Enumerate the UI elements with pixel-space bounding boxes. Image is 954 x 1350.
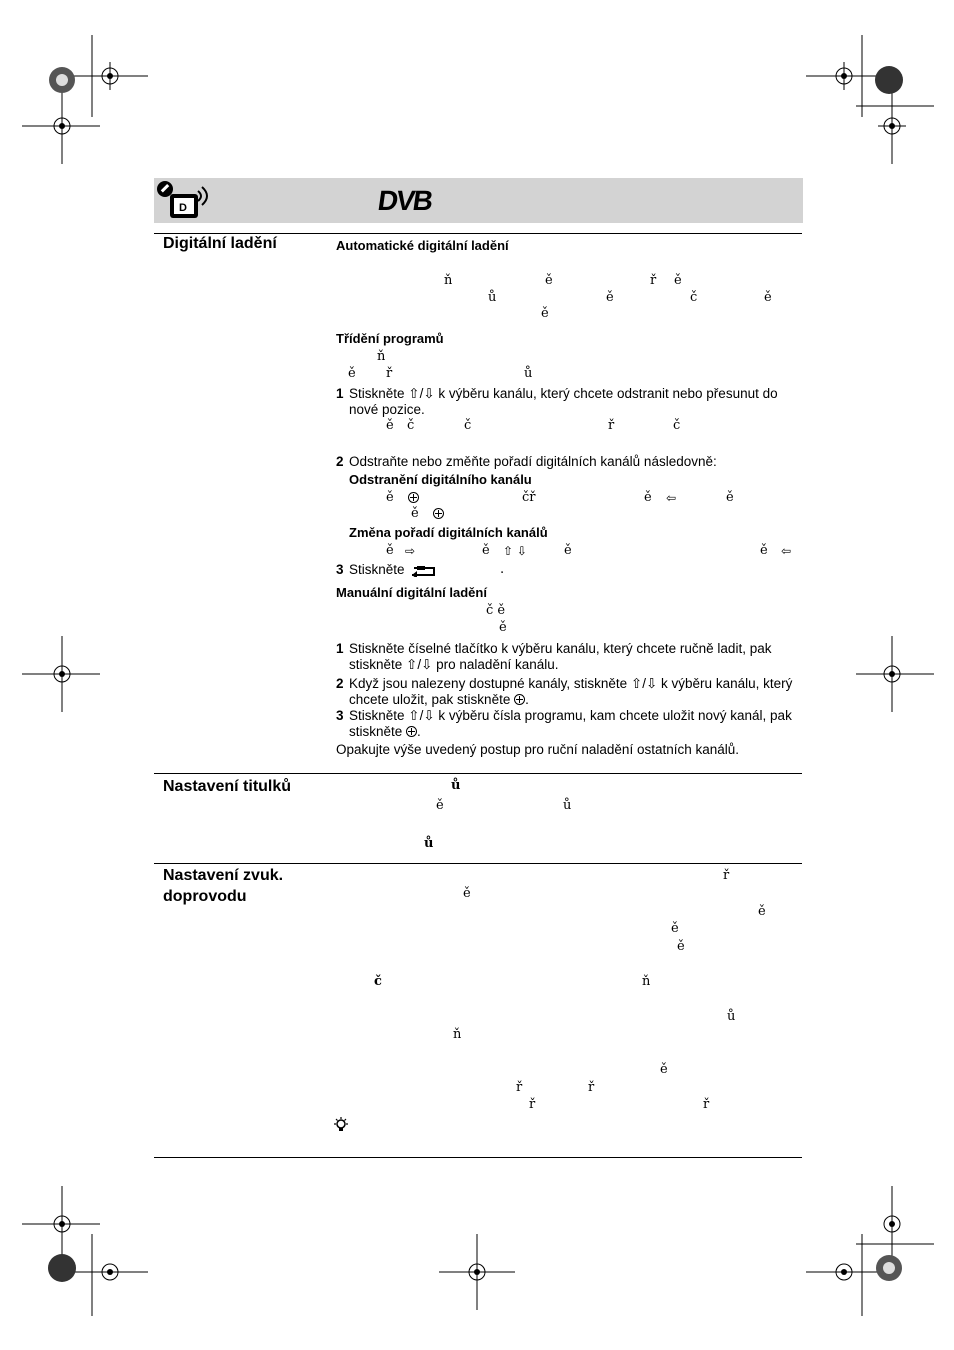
char-fragment: čř: [522, 490, 536, 505]
remove-channel-heading: Odstranění digitálního kanálu: [349, 472, 532, 487]
char-fragment: č ě: [486, 603, 506, 618]
subtitles-title: Nastavení titulků: [163, 778, 292, 795]
char-fragment: ě: [482, 543, 490, 558]
char-fragment: ř: [516, 1080, 523, 1095]
step-end: .: [525, 692, 529, 707]
step-text: Stiskněte číselné tlačítko k výběru kanálu, který chcete ručně ladit, pak stiskněte ⇧/⇩ pro naladění kanálu.: [349, 641, 772, 672]
char-fragment: ě: [644, 490, 652, 505]
char-fragment: ů: [451, 778, 461, 793]
char-fragment: ě: [348, 366, 356, 381]
sorting-step-2: [336, 454, 802, 470]
step-number: 2: [336, 454, 344, 469]
char-fragment: ř: [588, 1080, 595, 1095]
manual-step-3: [336, 708, 802, 740]
char-fragment: ů: [563, 798, 572, 813]
manual-tuning-heading: Manuální digitální ladění: [336, 585, 487, 600]
step-number: 3: [336, 708, 344, 723]
header-bar: [154, 178, 803, 223]
char-fragment: ř: [529, 1097, 536, 1112]
char-fragment: ů: [488, 290, 497, 305]
char-fragment: č: [407, 418, 415, 433]
char-fragment: ň: [377, 349, 386, 364]
char-fragment: ě: [606, 290, 614, 305]
arrow-right-icon: ⇨: [405, 544, 416, 558]
char-fragment: ě: [545, 273, 553, 288]
char-fragment: č: [690, 290, 698, 305]
arrow-left-icon: ⇦: [666, 491, 677, 505]
step-number: 3: [336, 562, 344, 577]
char-fragment: ě: [436, 798, 444, 813]
manual-footer-text: Opakujte výše uvedený postup pro ruční naladění ostatních kanálů.: [336, 742, 740, 757]
arrow-up-down-icon: ⇧ ⇩: [503, 544, 527, 558]
digital-tuning-title: Digitální ladění: [163, 235, 277, 252]
char-fragment: ě: [671, 921, 679, 936]
char-fragment: ř: [608, 418, 615, 433]
char-fragment: ň: [453, 1027, 462, 1042]
char-fragment: ě: [726, 490, 734, 505]
step-text: Odstraňte nebo změňte pořadí digitálních kanálů následovně:: [349, 454, 717, 469]
char-fragment: ě: [463, 886, 471, 901]
ok-button-icon: [408, 492, 419, 503]
char-fragment: ř: [723, 868, 730, 883]
audio-title-line2: doprovodu: [163, 888, 247, 905]
ok-button-icon: [433, 508, 444, 519]
char-fragment: ě: [764, 290, 772, 305]
char-fragment: ě: [386, 418, 394, 433]
step-number: 2: [336, 676, 344, 691]
audio-title-line1: Nastavení zvuk.: [163, 867, 284, 884]
reorder-channel-heading: Změna pořadí digitálních kanálů: [349, 525, 548, 540]
char-fragment: ě: [758, 904, 766, 919]
manual-step-2: [336, 676, 802, 708]
char-fragment: .: [500, 562, 505, 577]
step-text: Když jsou nalezeny dostupné kanály, stiskněte ⇧/⇩ k výběru kanálu, který chcete uložit, pak stiskněte: [349, 676, 793, 707]
step-number: 1: [336, 386, 344, 401]
char-fragment: ř: [703, 1097, 710, 1112]
step-number: 1: [336, 641, 344, 656]
dvb-logo: DVB: [375, 185, 434, 216]
sorting-step-3: [336, 562, 802, 578]
step-end: .: [417, 724, 421, 739]
step-text: Stiskněte ⇧/⇩ k výběru kanálu, který chcete odstranit nebo přesunut do nové pozice.: [349, 386, 778, 417]
manual-step-1: [336, 641, 802, 673]
char-fragment: č: [673, 418, 681, 433]
auto-tuning-heading: Automatické digitální ladění: [336, 238, 509, 253]
section-divider: [154, 773, 802, 774]
char-fragment: ř: [650, 273, 657, 288]
char-fragment: ě: [386, 543, 394, 558]
char-fragment: ě: [760, 543, 768, 558]
step-text-wrap: [349, 708, 802, 740]
char-fragment: ů: [524, 366, 533, 381]
sorting-heading: Třídění programů: [336, 331, 444, 346]
char-fragment: ě: [564, 543, 572, 558]
svg-text:D: D: [179, 202, 187, 214]
char-fragment: ů: [727, 1009, 736, 1024]
char-fragment: ě: [541, 306, 549, 321]
char-fragment: ň: [444, 273, 453, 288]
char-fragment: č: [464, 418, 472, 433]
sorting-step-1: [336, 386, 802, 418]
step-text-wrap: [349, 676, 802, 708]
char-fragment: ě: [674, 273, 682, 288]
arrow-left-icon: ⇦: [781, 544, 792, 558]
section-divider: [154, 863, 802, 864]
ok-button-icon: [514, 694, 525, 705]
ok-button-icon: [406, 726, 417, 737]
step-text: Stiskněte: [349, 562, 405, 577]
char-fragment: ě: [677, 939, 685, 954]
char-fragment: ě: [386, 490, 394, 505]
char-fragment: č: [374, 974, 382, 989]
digital-setup-icon: [156, 179, 212, 223]
return-button-icon: [411, 565, 437, 577]
section-divider: [154, 1157, 802, 1158]
char-fragment: ř: [386, 366, 393, 381]
char-fragment: ň: [642, 974, 651, 989]
tip-bulb-icon: [333, 1117, 349, 1133]
char-fragment: ě: [411, 506, 419, 521]
char-fragment: ě: [660, 1062, 668, 1077]
char-fragment: ů: [424, 836, 434, 851]
step-text: Stiskněte ⇧/⇩ k výběru čísla programu, kam chcete uložit nový kanál, pak stiskněte: [349, 708, 792, 739]
char-fragment: ě: [499, 620, 507, 635]
